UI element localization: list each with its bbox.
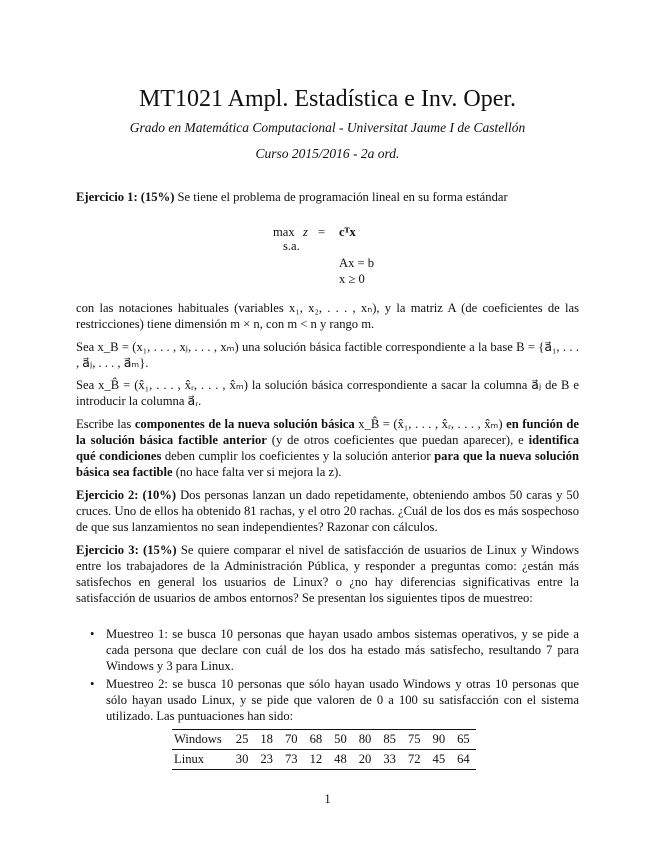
course-line: Curso 2015/2016 - 2a ord. bbox=[255, 146, 400, 161]
ej1-p4-bold-a: componentes de la nueva solución básica bbox=[134, 417, 355, 431]
lp-st-label: s.a. bbox=[283, 239, 300, 253]
ej1-p4-text-a: Escribe las bbox=[76, 417, 132, 431]
table-cell: 90 bbox=[427, 730, 452, 750]
row-label: Windows bbox=[172, 730, 230, 750]
page-number: 1 bbox=[324, 792, 331, 806]
table-cell: 18 bbox=[254, 730, 279, 750]
table-cell: 65 bbox=[451, 730, 476, 750]
ej1-label: Ejercicio 1: (15%) bbox=[76, 190, 175, 204]
table-cell: 23 bbox=[254, 750, 279, 770]
ej1-paragraph-1: con las notaciones habituales (variables x₁, x₂, . . . , xₙ), y la matriz A (de coeficientes de las restricciones) tiene dimensión m × n, con m < n y rango m. bbox=[76, 301, 579, 331]
table-cell: 72 bbox=[402, 750, 427, 770]
table-cell: 12 bbox=[304, 750, 329, 770]
scores-table bbox=[172, 729, 476, 770]
table-cell: 20 bbox=[353, 750, 378, 770]
page-subtitle: Grado en Matemática Computacional - Universitat Jaume I de Castellón bbox=[129, 120, 526, 135]
table-cell: 75 bbox=[402, 730, 427, 750]
ej2-label: Ejercicio 2: (10%) bbox=[76, 488, 177, 502]
table-cell: 50 bbox=[328, 730, 353, 750]
table-row-windows bbox=[172, 730, 476, 750]
table-cell: 64 bbox=[451, 750, 476, 770]
page-title: MT1021 Ampl. Estadística e Inv. Oper. bbox=[138, 86, 517, 112]
ej3-text: Se quiere comparar el nivel de satisfacción de usuarios de Linux y Windows entre los trabajadores de la Administración Pública, y responder a preguntas como: ¿están más satisfechos en general los usuarios de Linux? o ¿no hay diferencias significativas entre la satisfacción de usuarios de ambos entornos? Se presentan los siguientes tipos de muestreo: bbox=[76, 543, 579, 605]
lp-z: z bbox=[303, 225, 308, 239]
lp-eq: = bbox=[318, 225, 326, 239]
ej3-label: Ejercicio 3: (15%) bbox=[76, 543, 177, 557]
ej1-intro-text: Se tiene el problema de programación lineal en su forma estándar bbox=[177, 190, 508, 204]
row-label: Linux bbox=[172, 750, 230, 770]
lp-constraint-2: x ≥ 0 bbox=[339, 272, 365, 286]
table-cell: 25 bbox=[230, 730, 255, 750]
ej1-paragraph-4 bbox=[76, 416, 579, 480]
table-cell: 48 bbox=[328, 750, 353, 770]
ej1-paragraph-3: Sea x_B̂ = (x̂₁, . . . , x̂ᵣ, . . . , x̂ₘ) la solución básica correspondiente a sacar la columna a⃗ⱼ de B e introducir la columna a⃗ᵣ. bbox=[76, 378, 579, 408]
sampling-list bbox=[76, 626, 579, 726]
lp-max-label: max bbox=[273, 225, 295, 239]
ej1-p4-text-d: (no hace falta ver si mejora la z). bbox=[175, 465, 342, 479]
lp-objective: cᵀx bbox=[339, 225, 356, 239]
list-item: • Muestreo 1: se busca 10 personas que hayan usado ambos sistemas operativos, y se pide a cada persona que declare con cuál de los dos ha estado más satisfecho, resultando 7 para Windows y 3 para Linux. bbox=[76, 626, 579, 674]
table-cell: 73 bbox=[279, 750, 304, 770]
table-cell: 45 bbox=[427, 750, 452, 770]
table-cell: 70 bbox=[279, 730, 304, 750]
table-row-linux bbox=[172, 750, 476, 770]
table-cell: 68 bbox=[304, 730, 329, 750]
list-item: • Muestreo 2: se busca 10 personas que sólo hayan usado Windows y otras 10 personas que sólo hayan usado Linux, y se pide que valoren de 0 a 100 su satisfacción con el sistema utilizado. Las puntuaciones han sido: bbox=[76, 676, 579, 724]
ej1-p4-formula: x_B̂ = (x̂₁, . . . , x̂ᵣ, . . . , x̂ₘ) bbox=[358, 417, 503, 431]
ej1-p4-bold-c: identifica qué condiciones bbox=[76, 433, 580, 463]
table-cell: 85 bbox=[377, 730, 402, 750]
lp-constraint-1: Ax = b bbox=[339, 256, 375, 270]
table-cell: 30 bbox=[230, 750, 255, 770]
ej2-text: Dos personas lanzan un dado repetidamente, obteniendo ambos 50 caras y 50 cruces. Uno de ellos ha obtenido 81 rachas, y el otro 20 rachas. ¿Cuál de los dos es más sospechoso de que sus lanzamientos no sean independientes? Razonar con cálculos. bbox=[76, 488, 579, 534]
ej1-paragraph-2: Sea x_B = (x₁, . . . , xⱼ, . . . , xₘ) una solución básica factible correspondiente a la base B = {a⃗₁, . . . , a⃗ⱼ, . . . , a⃗ₘ}. bbox=[76, 340, 579, 370]
ej1-p4-bold-b: en función de la solución básica factible anterior bbox=[76, 417, 579, 447]
table-cell: 80 bbox=[353, 730, 378, 750]
ej1-intro bbox=[76, 189, 579, 205]
ej1-p4-text-b: (y de otros coeficientes que puedan aparecer), e bbox=[271, 433, 524, 447]
ej1-p4-text-c: deben cumplir los coeficientes y la solución anterior bbox=[164, 449, 431, 463]
ej1-p4-bold-d: para que la nueva solución básica sea factible bbox=[76, 449, 579, 479]
table-cell: 33 bbox=[377, 750, 402, 770]
ej2-block bbox=[76, 487, 579, 535]
ej3-block bbox=[76, 542, 579, 606]
